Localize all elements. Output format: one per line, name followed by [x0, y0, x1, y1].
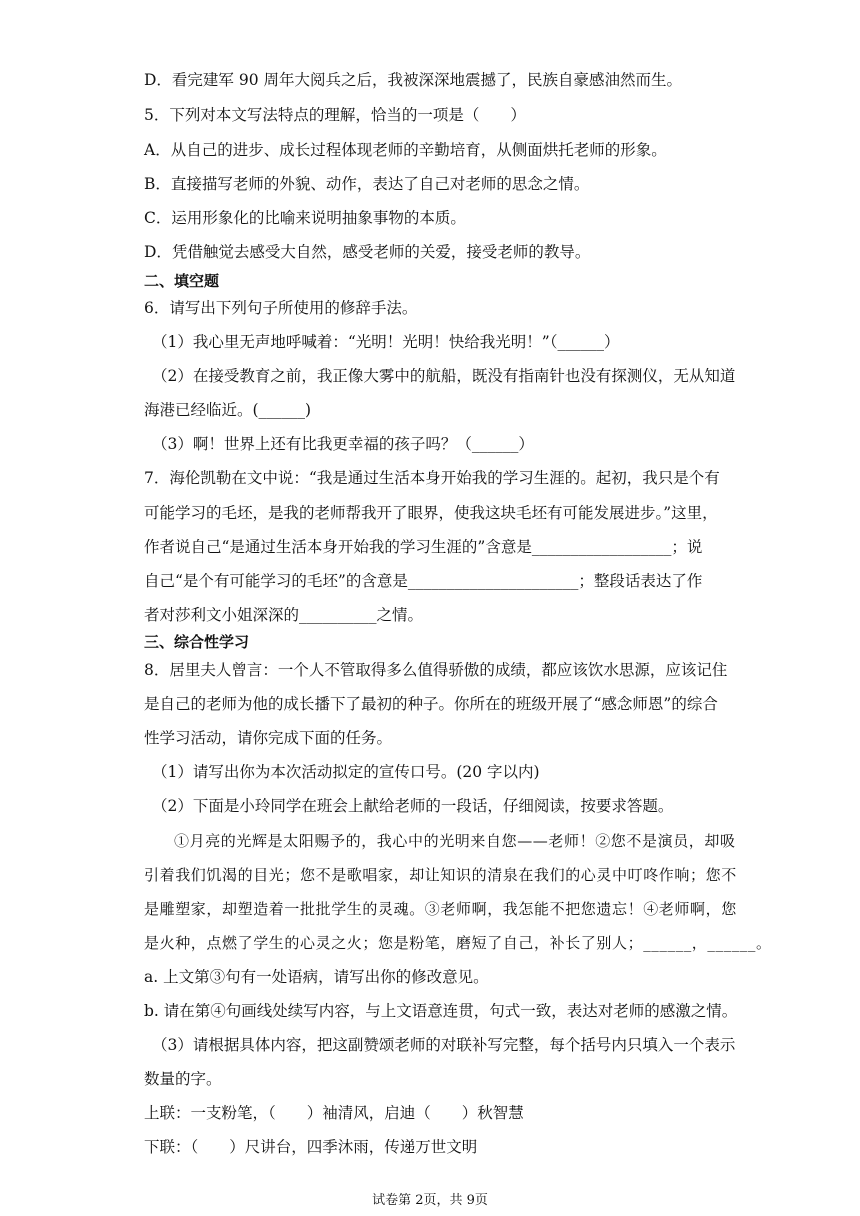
question-7-line4: 自己“是个有可能学习的毛坯”的含意是______________________；整段话表达了作 [144, 572, 703, 590]
option-b-q5: B．直接描写老师的外貌、动作，表达了自己对老师的思念之情。 [144, 175, 590, 193]
page-footer: 试卷第 2页，共 9页 [372, 1193, 488, 1208]
question-7-line3: 作者说自己“是通过生活本身开始我的学习生涯的”含意是__________________；说 [144, 538, 703, 556]
question-5: 5．下列对本文写法特点的理解，恰当的一项是（ ） [144, 106, 526, 124]
question-7-line1: 7．海伦凯勒在文中说：“我是通过生活本身开始我的学习生涯的。起初，我只是个有 [144, 469, 720, 487]
option-d-q4: D．看完建军 90 周年大阅兵之后，我被深深地震撼了，民族自豪感油然而生。 [144, 71, 683, 89]
option-d-q5: D．凭借触觉去感受大自然，感受老师的关爱，接受老师的教导。 [144, 243, 591, 261]
q6-item-1: （1）我心里无声地呼喊着：“光明！光明！快给我光明！”（______） [152, 333, 620, 351]
question-6: 6．请写出下列句子所使用的修辞手法。 [144, 299, 418, 317]
couplet-second-line: 下联：（ ）尺讲台，四季沐雨，传递万世文明 [144, 1138, 478, 1156]
option-c-q5: C．运用形象化的比喻来说明抽象事物的本质。 [144, 209, 466, 227]
option-a-q5: A．从自己的进步、成长过程体现老师的辛勤培育，从侧面烘托老师的形象。 [144, 141, 667, 159]
question-7-line5: 者对莎利文小姐深深的__________之情。 [144, 606, 424, 624]
q8-task-1: （1）请写出你为本次活动拟定的宣传口号。(20 字以内) [152, 763, 540, 781]
q6-item-2-line1: （2）在接受教育之前，我正像大雾中的航船，既没有指南针也没有探测仪，无从知道 [152, 367, 736, 385]
passage-line2: 引着我们饥渴的目光；您不是歌唱家，却让知识的清泉在我们的心灵中叮咚作响；您不 [144, 866, 737, 884]
passage-line3: 是雕塑家，却塑造着一批批学生的灵魂。③老师啊，我怎能不把您遗忘！④老师啊，您 [144, 900, 737, 918]
section-heading-comprehensive: 三、综合性学习 [144, 633, 250, 651]
q8-task-3-line2: 数量的字。 [144, 1070, 222, 1088]
q6-item-2-line2: 海港已经临近。(______) [144, 401, 312, 419]
passage-line4: 是火种，点燃了学生的心灵之火；您是粉笔，磨短了自己，补长了别人；______，______。 [144, 934, 772, 952]
q8-sub-a: a. 上文第③句有一处语病，请写出你的修改意见。 [144, 968, 489, 986]
q6-item-3: （3）啊！世界上还有比我更幸福的孩子吗？（______） [152, 435, 534, 453]
couplet-first-line: 上联：一支粉笔，（ ）袖清风，启迪（ ）秋智慧 [144, 1104, 524, 1122]
passage-line1: ①月亮的光辉是太阳赐予的，我心中的光明来自您——老师！②您不是演员，却吸 [174, 832, 736, 850]
q8-task-2: （2）下面是小玲同学在班会上献给老师的一段话，仔细阅读，按要求答题。 [152, 797, 674, 815]
question-8-line3: 性学习活动，请你完成下面的任务。 [144, 729, 393, 747]
q8-sub-b: b. 请在第④句画线处续写内容，与上文语意连贯，句式一致，表达对老师的感激之情。 [144, 1002, 738, 1020]
question-8-line2: 是自己的老师为他的成长播下了最初的种子。你所在的班级开展了“感念师恩”的综合 [144, 695, 718, 713]
question-7-line2: 可能学习的毛坯，是我的老师帮我开了眼界，使我这块毛坯有可能发展进步。”这里， [144, 504, 718, 522]
question-8-line1: 8．居里夫人曾言：一个人不管取得多么值得骄傲的成绩，都应该饮水思源，应该记住 [144, 661, 728, 679]
section-heading-fill-blank: 二、填空题 [144, 272, 220, 290]
q8-task-3-line1: （3）请根据具体内容，把这副赞颂老师的对联补写完整，每个括号内只填入一个表示 [152, 1036, 736, 1054]
